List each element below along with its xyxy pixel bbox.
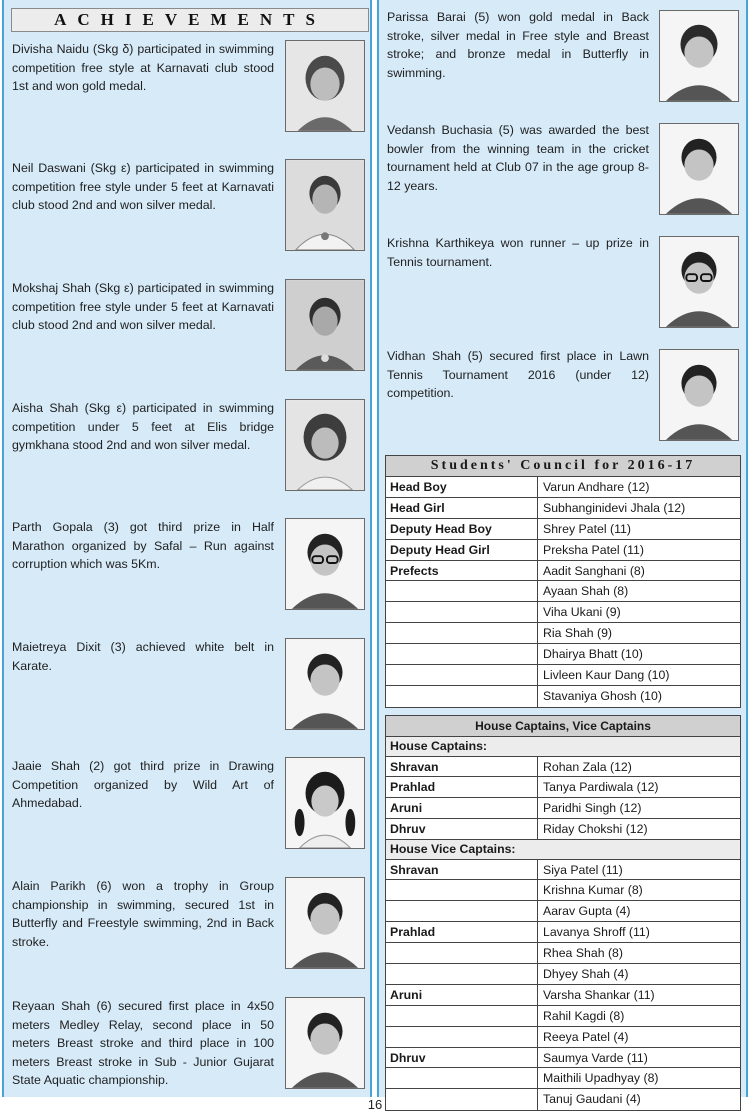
role-cell: Head Boy (386, 477, 538, 497)
name-cell: Dhyey Shah (4) (543, 967, 629, 982)
house-cell: Dhruv (386, 1048, 538, 1068)
left-column (2, 0, 372, 1097)
student-photo (285, 757, 365, 849)
table-row (386, 922, 740, 943)
role-cell: Deputy Head Boy (386, 519, 538, 539)
table-row (386, 644, 740, 665)
student-photo (659, 236, 739, 328)
house-cell (386, 943, 538, 963)
table-row (386, 561, 740, 582)
council-title: Students' Council for 2016-17 (386, 456, 740, 477)
student-photo (285, 399, 365, 491)
table-row (386, 686, 740, 707)
student-photo (285, 518, 365, 610)
page-number: 16 (367, 1097, 383, 1112)
house-cell: Prahlad (386, 777, 538, 797)
name-cell: Shrey Patel (11) (543, 521, 631, 536)
house-cell (386, 901, 538, 921)
role-cell: Deputy Head Girl (386, 540, 538, 560)
name-cell: Paridhi Singh (12) (543, 801, 642, 816)
achievement-text: Maietreya Dixit (3) achieved white belt in Karate. (12, 640, 274, 673)
name-cell: Subhanginidevi Jhala (12) (543, 500, 686, 515)
name-cell: Riday Chokshi (12) (543, 822, 648, 837)
achievement-text: Mokshaj Shah (Skg ε) participated in swimming competition free style under 5 feet at Karnavati club stood 2nd and won silver medal. (12, 281, 274, 332)
name-cell: Rhea Shah (8) (543, 946, 623, 961)
achievement-text: Divisha Naidu (Skg δ) participated in swimming competition free style at Karnavati club stood 1st and won gold medal. (12, 42, 274, 93)
house-cell: Shravan (386, 757, 538, 777)
name-cell: Viha Ukani (9) (543, 605, 621, 620)
table-row (386, 860, 740, 881)
achievement-text: Krishna Karthikeya won runner – up prize in Tennis tournament. (387, 236, 649, 269)
table-row (386, 943, 740, 964)
house-cell (386, 1068, 538, 1088)
house-cell (386, 1027, 538, 1047)
house-cell: Aruni (386, 798, 538, 818)
role-cell (386, 686, 538, 707)
name-cell: Preksha Patel (11) (543, 542, 644, 557)
name-cell: Ayaan Shah (8) (543, 584, 629, 599)
house-cell: Dhruv (386, 819, 538, 839)
name-cell: Aarav Gupta (4) (543, 904, 631, 919)
house-cell: Aruni (386, 985, 538, 1005)
name-cell: Saumya Varde (11) (543, 1050, 648, 1065)
table-row (386, 1068, 740, 1089)
name-cell: Lavanya Shroff (11) (543, 925, 650, 940)
achievement-text: Aisha Shah (Skg ε) participated in swimming competition under 5 feet at Elis bridge gymkhana stood 2nd and won silver medal. (12, 401, 274, 452)
name-cell: Dhairya Bhatt (10) (543, 647, 643, 662)
house-captains-table (385, 715, 741, 1111)
student-photo (285, 279, 365, 371)
vice-captains-label: House Vice Captains: (386, 840, 740, 860)
house-cell (386, 880, 538, 900)
table-row (386, 777, 740, 798)
name-cell: Krishna Kumar (8) (543, 883, 643, 898)
achievement-text: Reyaan Shah (6) secured first place in 4x50 meters Medley Relay, second place in 50 meters Breast stroke and third place in 100 meters Breast stroke in Sub - Junior Gujarat State Aquatic championship. (12, 999, 274, 1087)
table-row (386, 798, 740, 819)
role-cell (386, 581, 538, 601)
table-row (386, 819, 740, 840)
name-cell: Rahil Kagdi (8) (543, 1008, 625, 1023)
student-photo (285, 159, 365, 251)
house-cell (386, 1006, 538, 1026)
role-cell: Head Girl (386, 498, 538, 518)
student-photo (659, 349, 739, 441)
student-photo (285, 877, 365, 969)
student-photo (659, 10, 739, 102)
role-cell (386, 665, 538, 685)
captains-label: House Captains: (386, 737, 740, 757)
name-cell: Tanuj Gaudani (4) (543, 1092, 641, 1107)
name-cell: Ria Shah (9) (543, 626, 613, 641)
role-cell (386, 644, 538, 664)
table-row (386, 901, 740, 922)
student-photo (285, 638, 365, 730)
role-cell (386, 623, 538, 643)
house-table-title: House Captains, Vice Captains (386, 716, 740, 737)
table-row (386, 964, 740, 985)
name-cell: Varun Andhare (12) (543, 480, 650, 494)
achievement-text: Parth Gopala (3) got third prize in Half Marathon organized by Safal – Run against corruption which was 5Km. (12, 520, 274, 571)
table-row (386, 498, 740, 519)
achievement-text: Vidhan Shah (5) secured first place in Lawn Tennis Tournament 2016 (under 12) competition. (387, 349, 649, 400)
name-cell: Maithili Upadhyay (8) (543, 1071, 659, 1086)
house-cell: Prahlad (386, 922, 538, 942)
name-cell: Stavaniya Ghosh (10) (543, 688, 662, 703)
achievement-text: Neil Daswani (Skg ε) participated in swimming competition free style under 5 feet at Karnavati club stood 2nd and won silver medal. (12, 161, 274, 212)
table-row (386, 880, 740, 901)
table-row (386, 581, 740, 602)
achievement-text: Jaaie Shah (2) got third prize in Drawing Competition organized by Wild Art of Ahmedabad. (12, 759, 274, 810)
achievement-text: Vedansh Buchasia (5) was awarded the best bowler from the winning team in the cricket tournament held at Club 07 in the age group 8-12 years. (387, 123, 649, 193)
house-cell: Shravan (386, 860, 538, 880)
role-cell: Prefects (386, 561, 538, 581)
name-cell: Aadit Sanghani (8) (543, 563, 645, 578)
table-row (386, 1027, 740, 1048)
house-cell (386, 964, 538, 984)
role-cell (386, 602, 538, 622)
student-photo (285, 997, 365, 1089)
achievements-heading: ACHIEVEMENTS (11, 8, 369, 32)
name-cell: Tanya Pardiwala (12) (543, 780, 659, 795)
student-photo (659, 123, 739, 215)
table-row (386, 623, 740, 644)
table-row (386, 519, 740, 540)
student-photo (285, 40, 365, 132)
table-row (386, 1006, 740, 1027)
table-row (386, 602, 740, 623)
table-row (386, 985, 740, 1006)
name-cell: Varsha Shankar (11) (543, 987, 655, 1002)
table-row (386, 1048, 740, 1069)
students-council-table (385, 455, 741, 708)
name-cell: Rohan Zala (12) (543, 759, 632, 774)
table-row (386, 477, 740, 498)
right-column (377, 0, 748, 1107)
achievement-text: Alain Parikh (6) won a trophy in Group championship in swimming, secured 1st in Butterfly and Freestyle swimming, 2nd in Back stroke. (12, 879, 274, 949)
achievement-text: Parissa Barai (5) won gold medal in Back stroke, silver medal in Free style and Breast stroke; and bronze medal in Butterfly in swimming. (387, 10, 649, 80)
table-row (386, 757, 740, 778)
name-cell: Siya Patel (11) (543, 862, 623, 877)
name-cell: Reeya Patel (4) (543, 1029, 629, 1044)
table-row (386, 665, 740, 686)
name-cell: Livleen Kaur Dang (10) (543, 668, 670, 683)
table-row (386, 540, 740, 561)
